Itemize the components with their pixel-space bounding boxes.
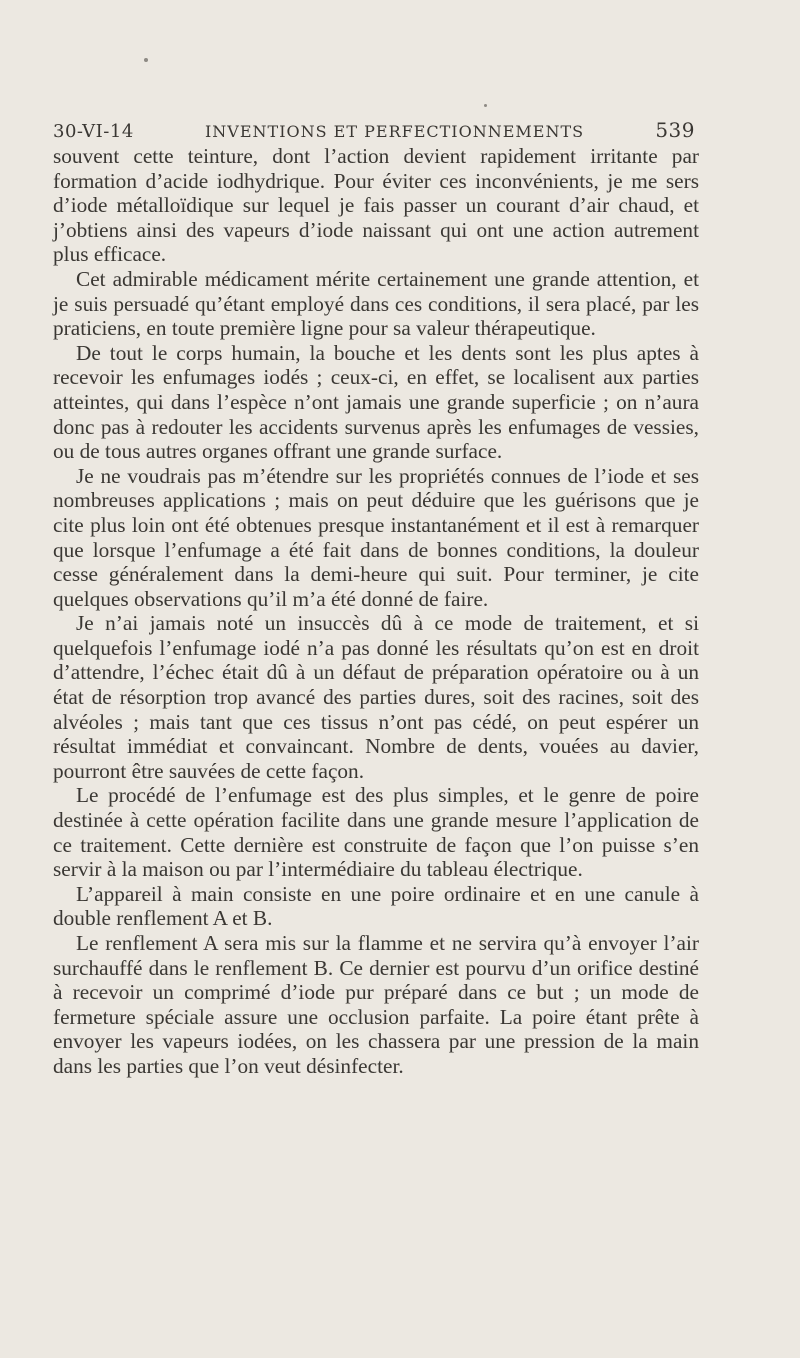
paragraph: L’appareil à main consiste en une poire ordinaire et en une canule à double renflement A et B.	[53, 881, 699, 931]
paragraph: Je ne voudrais pas m’étendre sur les propriétés connues de l’iode et ses nombreuses applications ; mais on peut déduire que les guérisons que je cite plus loin ont été obtenues presque instantanément et il est à remarquer que lorsque l’enfumage a été fait dans de bonnes conditions, la douleur cesse généralement dans la demi-heure qui suit. Pour terminer, je cite quelques observations qu’il m’a été donné de faire.	[53, 463, 699, 611]
document-page	[53, 118, 699, 1079]
paragraph: Le procédé de l’enfumage est des plus simples, et le genre de poire destinée à cette opération facilite dans une grande mesure l’application de ce traitement. Cette dernière est construite de façon que l’on puisse s’en servir à la maison ou par l’intermédiaire du tableau électrique.	[53, 783, 699, 882]
header-date: 30-VI-14	[53, 121, 134, 142]
running-header	[53, 118, 699, 142]
page-number: 539	[655, 118, 695, 142]
paragraph: souvent cette teinture, dont l’action devient rapidement irritante par formation d’acide iodhydrique. Pour éviter ces inconvénients, je me sers d’iode métalloïdique sur lequel je fais passer un courant d’air chaud, et j’obtiens ainsi des vapeurs d’iode naissant qui ont une action autrement plus efficace.	[53, 144, 699, 267]
paragraph: Je n’ai jamais noté un insuccès dû à ce mode de traitement, et si quelquefois l’enfumage iodé n’a pas donné les résultats qu’on est en droit d’attendre, l’échec était dû à un défaut de préparation opératoire ou à un état de résorption trop avancé des parties dures, soit des racines, soit des alvéoles ; mais tant que ces tissus n’ont pas cédé, on peut espérer un résultat immédiat et convaincant. Nombre de dents, vouées au davier, pourront être sauvées de cette façon.	[53, 611, 699, 783]
paragraph: Cet admirable médicament mérite certainement une grande attention, et je suis persuadé qu’étant employé dans ces conditions, il sera placé, par les praticiens, en toute première ligne pour sa valeur thérapeutique.	[53, 266, 699, 341]
body-text	[53, 144, 699, 1079]
page-speck	[484, 104, 487, 107]
header-title: INVENTIONS ET PERFECTIONNEMENTS	[204, 122, 585, 141]
paragraph: De tout le corps humain, la bouche et les dents sont les plus aptes à recevoir les enfumages iodés ; ceux-ci, en effet, se localisent aux parties atteintes, qui dans l’espèce n’ont jamais une grande superficie ; on n’aura donc pas à redouter les accidents survenus après les enfumages de vessies, ou de tous autres organes offrant une grande surface.	[53, 340, 699, 464]
page-speck	[144, 58, 148, 62]
paragraph: Le renflement A sera mis sur la flamme et ne servira qu’à envoyer l’air surchauffé dans le renflement B. Ce dernier est pourvu d’un orifice destiné à recevoir un comprimé d’iode pur préparé dans ce but ; un mode de fermeture spéciale assure une occlusion parfaite. La poire étant prête à envoyer les vapeurs iodées, on les chassera par une pression de la main dans les parties que l’on veut désinfecter.	[53, 931, 699, 1078]
